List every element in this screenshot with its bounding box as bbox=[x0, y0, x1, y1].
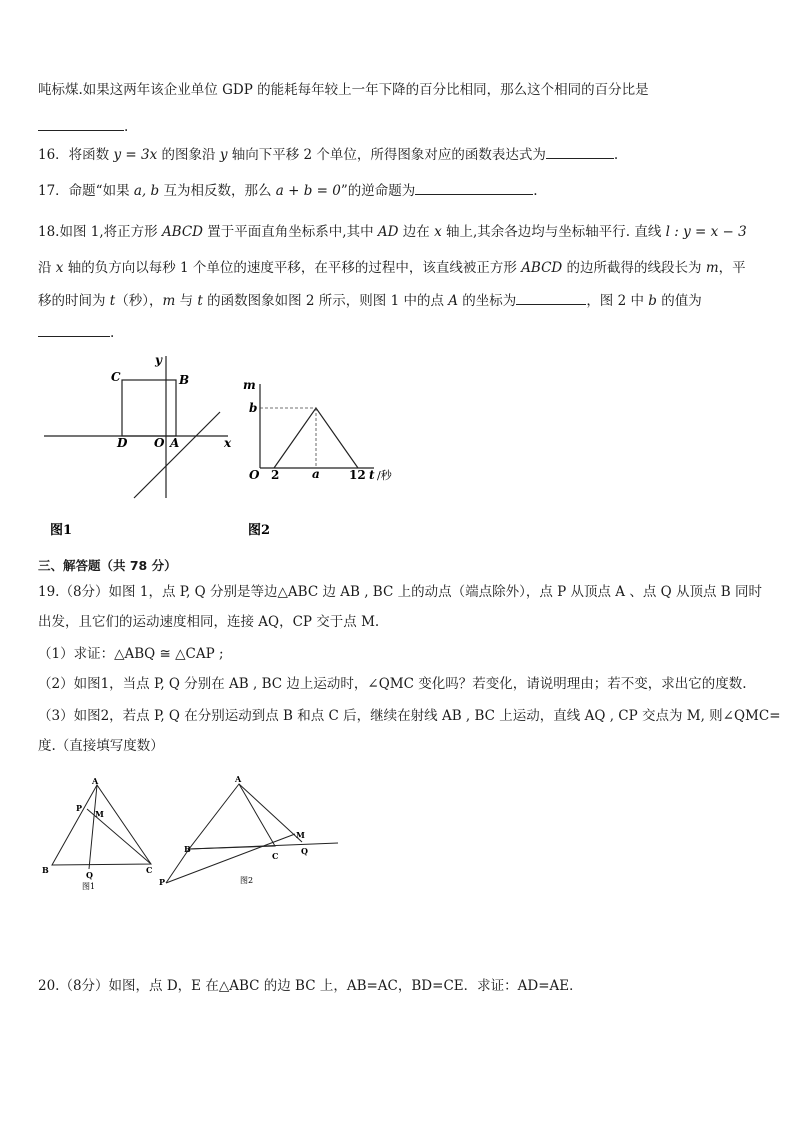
q18-text: ，平 bbox=[718, 260, 746, 276]
label-x: x bbox=[224, 436, 232, 450]
q18-text: 的函数图象如图 2 所示，则图 1 中的点 bbox=[202, 293, 449, 309]
q18-text: 边在 bbox=[398, 224, 435, 240]
label-M: M bbox=[296, 830, 305, 840]
label-2: 2 bbox=[271, 468, 280, 482]
figure-q19-1 bbox=[38, 775, 166, 900]
q17-text-c: ”的逆命题为 bbox=[340, 183, 416, 199]
q18-line1 bbox=[38, 222, 747, 242]
q17-end: . bbox=[533, 183, 538, 199]
label-y: y bbox=[155, 353, 162, 367]
label-12: 12 bbox=[349, 468, 366, 482]
q18-t: t bbox=[109, 293, 116, 309]
q18-b: b bbox=[648, 293, 657, 309]
label-m: m bbox=[243, 378, 256, 392]
label-C: C bbox=[272, 851, 279, 861]
q15-answer bbox=[38, 116, 128, 137]
label-P: P bbox=[76, 803, 83, 813]
q18-text: 的边所截得的线段长为 bbox=[562, 260, 706, 276]
q18-square: ABCD bbox=[161, 224, 204, 240]
q19-line1: 19.（8分）如图 1，点 P, Q 分别是等边△ABC 边 AB , BC 上的动点（端点除外），点 P 从顶点 A 、点 Q 从顶点 B 同时 bbox=[38, 584, 762, 600]
q16-end: . bbox=[613, 147, 619, 163]
q17 bbox=[38, 180, 538, 201]
q17-formula: a + b = 0 bbox=[275, 183, 341, 199]
label-b: b bbox=[249, 401, 258, 415]
label-P: P bbox=[159, 877, 166, 887]
label-a: a bbox=[312, 467, 320, 481]
q18-text: 轴的负方向以每秒 1 个单位的速度平移，在平移的过程中，该直线被正方形 bbox=[63, 260, 522, 276]
label-B: B bbox=[42, 865, 49, 875]
label-B: B bbox=[179, 373, 190, 387]
q18-line4 bbox=[38, 322, 114, 343]
q19-part2: （2）如图1，当点 P, Q 分别在 AB , BC 边上运动时，∠QMC 变化吗？若变化，请说明理由；若不变，求出它的度数. bbox=[38, 676, 747, 692]
q16-text-c: 轴向下平移 2 个单位，所得图象对应的函数表达式为 bbox=[227, 147, 546, 163]
triangle-abc bbox=[189, 784, 275, 849]
q18-text: 的坐标为 bbox=[458, 293, 517, 309]
label-A: A bbox=[92, 776, 99, 786]
label-D: D bbox=[117, 436, 128, 450]
label-Q: Q bbox=[301, 846, 308, 856]
q15-end: . bbox=[124, 119, 129, 135]
line-aq bbox=[239, 784, 302, 842]
q18-text: ，图 2 中 bbox=[586, 293, 649, 309]
q16-formula: y = 3x bbox=[113, 147, 158, 163]
square-abcd bbox=[122, 380, 176, 436]
answer-blank[interactable] bbox=[546, 144, 614, 159]
q18-line2 bbox=[38, 258, 746, 278]
q18-A: A bbox=[448, 293, 459, 309]
q18-x: x bbox=[55, 260, 64, 276]
label-B: B bbox=[184, 844, 191, 854]
q18-t: t bbox=[197, 293, 203, 309]
label-A: A bbox=[170, 436, 180, 450]
answer-blank[interactable] bbox=[516, 290, 586, 305]
q16-text-a: 16．将函数 bbox=[38, 147, 114, 163]
q18-line-eq: l : y = x − 3 bbox=[665, 224, 747, 240]
triangle-abc bbox=[52, 785, 151, 865]
q18-text: 移的时间为 bbox=[38, 293, 110, 309]
label-M: M bbox=[95, 809, 104, 819]
label-C: C bbox=[111, 370, 121, 384]
q18-m: m bbox=[705, 260, 719, 276]
q18-side: AD bbox=[377, 224, 399, 240]
q18-line3 bbox=[38, 290, 702, 311]
q19-part3: （3）如图2，若点 P, Q 在分别运动到点 B 和点 C 后，继续在射线 AB , BC 上运动，直线 AQ , CP 交点为 M, 则∠QMC= bbox=[38, 708, 781, 724]
label-A: A bbox=[235, 774, 242, 784]
q16 bbox=[38, 144, 618, 165]
ray-ab bbox=[166, 849, 189, 883]
q17-vars: a, b bbox=[133, 183, 160, 199]
q18-square: ABCD bbox=[521, 260, 563, 276]
q20: 20.（8分）如图，点 D，E 在△ABC 的边 BC 上，AB=AC，BD=CE．求证：AD=AE． bbox=[38, 978, 583, 994]
label-O: O bbox=[249, 468, 260, 482]
q18-text: 置于平面直角坐标系中,其中 bbox=[203, 224, 378, 240]
figure-2-caption: 图2 bbox=[248, 523, 271, 538]
q17-text-b: 互为相反数，那么 bbox=[159, 183, 276, 199]
line-l bbox=[134, 412, 220, 498]
q18-x: x bbox=[434, 224, 442, 240]
q19-line2: 出发，且它们的运动速度相同，连接 AQ，CP 交于点 M. bbox=[38, 614, 380, 630]
q18-text: 轴上,其余各边均与坐标轴平行. 直线 bbox=[441, 224, 666, 240]
figure-1-caption: 图1 bbox=[50, 523, 73, 538]
figure-1-square-diagram bbox=[40, 350, 240, 545]
q19-part1: （1）求证：△ABQ ≅ △CAP ; bbox=[38, 646, 224, 662]
figure-2-graph bbox=[238, 372, 408, 545]
figure-q19-2-caption: 图2 bbox=[240, 876, 254, 885]
q18-text: 的值为 bbox=[656, 293, 702, 309]
q16-axis: y bbox=[219, 147, 228, 163]
answer-blank[interactable] bbox=[38, 116, 124, 131]
q18-end: . bbox=[110, 325, 115, 341]
q17-text-a: 17．命题“如果 bbox=[38, 183, 134, 199]
q18-text: 与 bbox=[175, 293, 198, 309]
answer-blank[interactable] bbox=[38, 322, 110, 337]
label-Q: Q bbox=[86, 870, 93, 880]
answer-blank[interactable] bbox=[415, 180, 533, 195]
q16-text-b: 的图象沿 bbox=[157, 147, 220, 163]
q15-text: 吨标煤.如果这两年该企业单位 GDP 的能耗每年较上一年下降的百分比相同，那么这个相同的百分比是 bbox=[38, 82, 649, 98]
label-t: t bbox=[369, 468, 375, 482]
label-C: C bbox=[146, 865, 153, 875]
figure-q19-2 bbox=[155, 770, 350, 895]
label-O: O bbox=[154, 436, 165, 450]
q19-part3b: 度.（直接填写度数） bbox=[38, 738, 164, 754]
q18-text: 沿 bbox=[38, 260, 56, 276]
figure-q19-1-caption: 图1 bbox=[82, 882, 96, 891]
label-unit: /秒 bbox=[377, 469, 392, 482]
section-title: 三、解答题（共 78 分） bbox=[38, 558, 177, 573]
q18-text: （秒）， bbox=[115, 293, 163, 309]
q18-text: 18.如图 1,将正方形 bbox=[38, 224, 162, 240]
q18-m: m bbox=[162, 293, 176, 309]
